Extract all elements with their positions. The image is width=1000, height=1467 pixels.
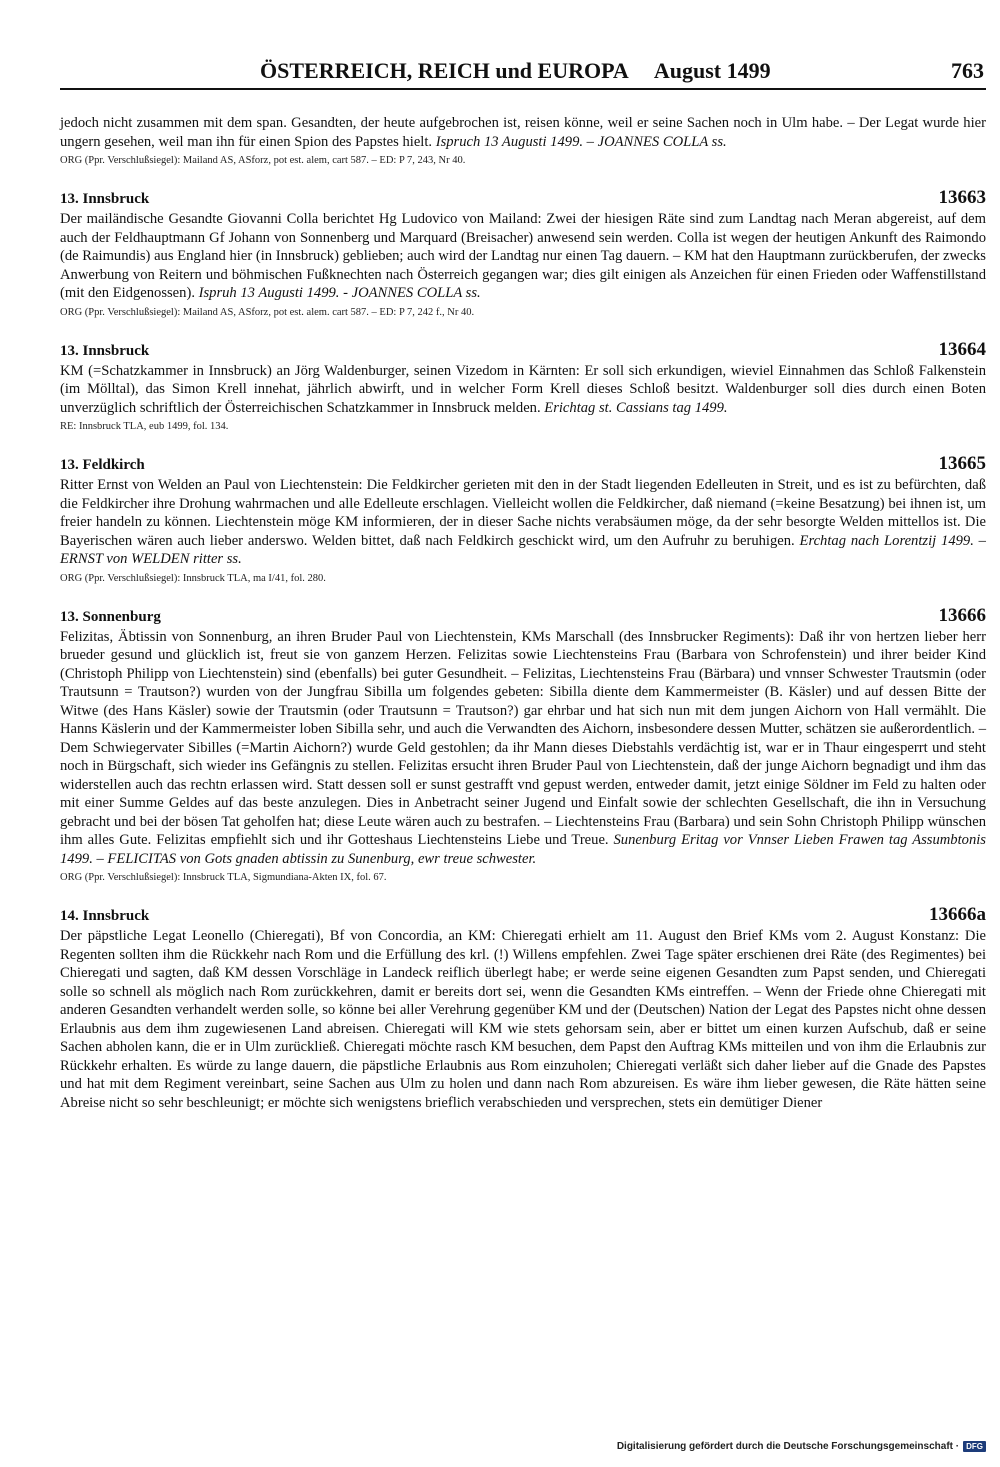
running-title: ÖSTERREICH, REICH und EUROPA August 1499	[260, 58, 771, 83]
entry-place: 13. Sonnenburg	[60, 608, 161, 625]
entry-text: Felizitas, Äbtissin von Sonnenburg, an ihren Bruder Paul von Liechtenstein, KMs Marschall (des Innsbrucker Regiments): Daß ihr von hertzen lieber herr brueder gesund und glücklich ist, freut sie von ganzem Herzen. Felizitas sowie Liechtensteins Frau (Barbara von Schrofenstein) und ihrer beider Kind (Christoph Philipp von Liechtenstein) sind (ebenfalls) bei guter Gesundheit. – Felizitas, Liechtensteins Frau (Bärbara) und vnnser Schwester Trautsmin (oder Trautsunn = Trautson?) wurden von der Jungfrau Sibilla um folgendes gebeten: Sibilla diente dem Kammermeister (B. Käsler) und auf dessen Bitte der Witwe (des Hans Käsler) sowie der Trautsmin (oder Trautsunn = Trautson?) gar ehrbar und hat sich nun mit dem jungen Aichorn von Hall vermählt. Die Hanns Käslerin und der Kammermeister loben Sibilla sehr, und auch die Verwandten des Aichorn, insbesondere dessen Mutter, schätzen sie außerordentlich. – Dem Schwiegervater Sibilles (=Martin Aichorn?) wurde Geld gestohlen; da ihr Mann dieses Diebstahls verdächtig ist, war er in Thaur eingesperrt und steht noch in Bürgschaft, sich wieder ins Gefängnis zu stellen. Felizitas ersucht ihren Bruder Paul von Liechtenstein, daß der junge Aichorn begnadigt und ihm das widerstellen auch das rechtn erlassen wird. Statt dessen soll er sunst gestrafft vnd gepust werden, entweder damit, jetzt einige Söldner im Feld zu halten oder mit einer Summe Geldes auf das beste anzulegen. Dies in Anbetracht seiner Jugend und Einfalt sowie der schlechten Gesellschaft, die ihn in Versuchung gebracht und bei der bösen Tat geholfen hat; diese Leute wären auch zu bestrafen. – Liechtensteins Frau (Barbara) und sein Sohn Christoph Philipp wünschen ihm alles Gute. Felizitas empfiehlt sich und ihr Gotteshaus Liechtensteins Liebe und Treue. Sunenburg Eritag vor Vnnser Lieben Frawen tag Assumbtonis 1499. – FELICITAS von Gots gnaden abtissin zu Sunenburg, ewr treue schwester.	[60, 628, 986, 867]
entry-source: ORG (Ppr. Verschlußsiegel): Innsbruck TLA, ma I/41, fol. 280.	[60, 572, 326, 584]
entry-number: 13665	[938, 453, 986, 474]
funding-note: Digitalisierung gefördert durch die Deutsche Forschungsgemeinschaft ·	[616, 1441, 960, 1452]
entry-text: Der päpstliche Legat Leonello (Chieregati), Bf von Concordia, an KM: Chieregati erhielt am 11. August den Brief KMs vom 2. August Konstanz: Die Regenten sollten ihm die Rückkehr nach Rom und die Erfüllung des krl. (!) Willens empfehlen. Zwei Tage später erschienen drei Räte (des Regimentes) bei Chieregati und sagten, daß KM dessen Vorschläge in Landeck reiflich überlegt habe; er werde seine eigenen Gesandten zum Papst senden, und Chieregati solle so schnell als möglich nach Rom zurückkehren, damit er bereits dort sei, wenn die Gesandten KMs eintreffen. – Wenn der Friede ohne Chieregati mit anderen Gesandten verhandelt werden solle, so könne bei aller Verehrung gegenüber KM und der (Deutschen) Nation der Legat des Papstes nicht ohne dessen Erlaubnis aus dem ihm zugewiesenen Land abreisen. Chieregati will KM wie stets gehorsam sein, aber er bittet um einen kurzen Aufschub, daß er seine Sachen abholen kann, die er in Ulm zurückließ. Chieregati möchte rasch KM besuchen, dem Papst den Auftrag KMs mitteilen und von ihm die Erlaubnis zur Rückkehr erhalten. Es würde zu lange dauern, die päpstliche Erlaubnis aus Rom einzuholen; Chieregati verläßt sich daher lieber auf die Gnade des Papstes und hat mit dem Regiment vereinbart, seine Sachen aus Ulm zu holen und dann nach Rom abzureisen. Es wäre ihm lieber gewesen, die Räte hätten seine Abreise nicht so sehr beschleunigt; er möchte sich wenigstens brieflich verabschieden und versprechen, stets ein demütiger Diener	[60, 928, 986, 1111]
entry-place: 13. Innsbruck	[60, 191, 150, 207]
entry-place: 13. Feldkirch	[60, 457, 145, 473]
page-footer	[617, 1441, 986, 1452]
entry-text: Der mailändische Gesandte Giovanni Colla berichtet Hg Ludovico von Mailand: Zwei der hiesigen Räte sind zum Landtag nach Meran abgereist, auf dem auch der Feldhauptmann Gf Johann von Sonnenberg und Marquard (Breisacher) anwesend sein werden. Colla ist wegen der heutigen Ankunft des Raimondo (de Raimundis) aus England hier (in Innsbruck) geblieben; auch wird der Landtag nur einen Tag dauern. – KM hat den Hauptmann zurückberufen, der zwecks Anwerbung von Reitern und böhmischen Fußknechten nach Österreich gegangen war; dies gilt einigen als Anzeichen für einen Frieden oder Waffenstillstand (mit den Eidgenossen). Ispruh 13 Augusti 1499. - JOANNES COLLA ss.	[60, 211, 986, 301]
entry-number: 13666	[938, 604, 986, 626]
regest-entry	[60, 339, 986, 434]
entry-source: RE: Innsbruck TLA, eub 1499, fol. 134.	[60, 421, 229, 432]
entry-source: ORG (Ppr. Verschlußsiegel): Mailand AS, ASforz, pot est. alem. cart 587. – ED: P 7, 242 f., Nr 40.	[60, 306, 475, 318]
dfg-logo: DFG	[963, 1441, 986, 1452]
entry-date-signature: Sunenburg Eritag vor Vnnser Lieben Frawen tag Assumbtonis 1499. – FELICITAS von Gots gnaden abtissin zu Sunenburg, ewr treue schwester.	[60, 832, 986, 867]
regest-entry	[60, 605, 986, 885]
entry-text: Ritter Ernst von Welden an Paul von Liechtenstein: Die Feldkircher gerieten mit den in der Stadt liegenden Edelleuten in Streit, und es ist zu befürchten, daß die Feldkircher ihre Drohung wahrmachen und alle Edelleute erschlagen. Vielleicht wollen die Feldkircher, daß niemand (=keine Besatzung) bei ihnen ist, um freier handeln zu können. Liechtenstein möge KM informieren, der in dieser Sache nichts verabsäumen möge, da der sehr besorgte Welden mittellos ist. Die Bayerischen wären auch lieber anderswo. Welden bittet, daß nach Feldkirch geschickt wird, um den Aufruhr zu beruhigen. Erchtag nach Lorentzij 1499. – ERNST von WELDEN ritter ss.	[60, 477, 986, 567]
regest-entry	[60, 904, 986, 1112]
intro-block	[60, 114, 986, 167]
entry-number: 13666a	[929, 904, 986, 925]
entry-source: ORG (Ppr. Verschlußsiegel): Innsbruck TLA, Sigmundiana-Akten IX, fol. 67.	[60, 872, 387, 883]
entry-text: jedoch nicht zusammen mit dem span. Gesandten, der heute aufgebrochen ist, reisen könne, weil er seine Sachen noch in Ulm habe. – Der Legat wurde hier ungern gesehen, weil man ihn für einen Spion des Papstes hielt. Ispruch 13 Augusti 1499. – JOANNES COLLA ss.	[60, 115, 986, 150]
entry-date-signature: Ispruh 13 Augusti 1499. - JOANNES COLLA ss.	[198, 285, 481, 301]
page-header	[60, 58, 986, 90]
entry-number: 13663	[938, 187, 986, 208]
entry-text: KM (=Schatzkammer in Innsbruck) an Jörg Waldenburger, seinen Vizedom in Kärnten: Er soll sich erkundigen, wieviel Einnahmen das Schloß Falkenstein (im Mölltal), das Simon Krell innehat, jährlich abwirft, und in welcher Form Krell dieses Schloß besitzt. Waldenburger soll dies durch einen Boten unverzüglich schriftlich der Österreichischen Schatzkammer in Innsbruck melden. Erichtag st. Cassians tag 1499.	[60, 362, 986, 416]
main-text	[60, 114, 986, 1112]
regest-entry	[60, 453, 986, 585]
entry-source: ORG (Ppr. Verschlußsiegel): Mailand AS, ASforz, pot est. alem, cart 587. – ED: P 7, 243, Nr 40.	[60, 155, 466, 166]
regest-entry	[60, 187, 986, 319]
entry-date-signature: Erichtag st. Cassians tag 1499.	[544, 399, 728, 416]
entry-place: 13. Innsbruck	[60, 342, 150, 359]
entry-number: 13664	[938, 338, 986, 360]
entry-place: 14. Innsbruck	[60, 908, 150, 924]
entry-date-signature: Ispruch 13 Augusti 1499. – JOANNES COLLA ss.	[435, 133, 727, 150]
page-number: 763	[951, 58, 984, 83]
entry-date-signature: Erchtag nach Lorentzij 1499. – ERNST von WELDEN ritter ss.	[60, 532, 986, 567]
